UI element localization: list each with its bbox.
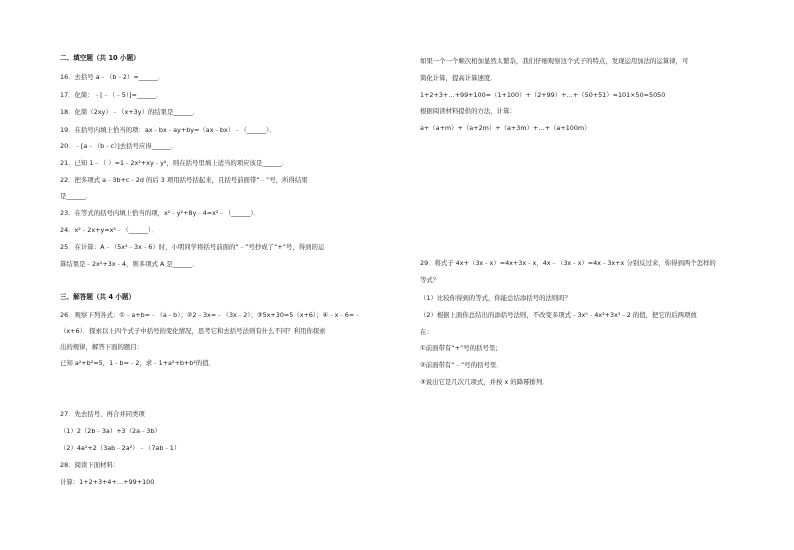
question-28-calc: 计算：1+2+3+4+…+99+100: [60, 478, 155, 486]
question-29-item-a: ①前面带有“+”号的括号里；: [420, 344, 502, 352]
question-29-part-2: （2）根据上面你总结出的添括号法则，不改变多项式﹣3x⁵﹣4x²+3x³﹣2 的值，把它的后两项放: [420, 311, 697, 319]
question-28: 28．阅读下面材料：: [60, 461, 120, 469]
question-29-item-c: ③说出它是几次几项式，并按 x 的降幂排列．: [420, 378, 549, 386]
question-26-line-3: 出的规律，解答下面的题目：: [60, 343, 144, 351]
question-29-part-1: （1）比较你得到的等式，你能总结添括号的法则吗？: [420, 294, 572, 302]
question-18: 18．化简（2xy）﹣（x+3y）的结果是______．: [60, 108, 199, 116]
reading-expression: a+（a+m）+（a+2m）+（a+3m）+…+（a+100m）: [420, 124, 591, 132]
question-21: 21．已知 1﹣（ ）=1﹣2x²+xy﹣y²，则在括号里填上适当的项应该是______．: [60, 159, 288, 167]
reading-text-line-1: 如果一个一个顺次相加显然太繁杂，我们仔细观察这个式子的特点，发现运用加法的运算律，可: [420, 57, 689, 65]
reading-instruction: 根据阅读材料提供的方法，计算：: [420, 107, 516, 115]
question-17: 17．化简：﹣[﹣（﹣5）]=______．: [60, 91, 163, 99]
question-29-item-b: ②前面带有“﹣”号的括号里．: [420, 361, 503, 369]
section-title-fill-in: 二、填空题（共 10 小题）: [60, 54, 140, 62]
question-25-line-2: 算结果是﹣2x²+3x﹣4，则多项式 A 是______．: [60, 260, 199, 268]
question-22-line-1: 22．把多项式 a﹣3b+c﹣2d 的后 3 项用括号括起来，且括号前面带“﹣”号，所得结果: [60, 176, 308, 184]
question-24: 24．x²﹣2x+y=x²﹣（______）．: [60, 226, 158, 234]
section-title-answer: 三、解答题（共 4 小题）: [60, 293, 136, 301]
question-29-line-1: 29．将式子 4x+（3x﹣x）=4x+3x﹣x，4x﹣（3x﹣x）=4x﹣3x+x 分别反过来，你得到两个怎样的: [420, 259, 716, 267]
question-23: 23．在等式的括号内填上恰当的项，x²﹣y²+8y﹣4=x²﹣（______）．: [60, 209, 260, 217]
question-27-part-2: （2）4a²+2（3ab﹣2a²）﹣（7ab﹣1）: [60, 444, 181, 452]
question-19: 19．在括号内填上恰当的项：ax﹣bx﹣ay+by=（ax﹣bx）﹣（______）．: [60, 126, 276, 134]
reading-text-line-2: 简化计算，提高计算速度．: [420, 74, 497, 82]
question-22-line-2: 是______．: [60, 192, 92, 200]
reading-example: 1+2+3+…+99+100=（1+100）+（2+99）+…+（50+51）=101×50=5050: [420, 91, 666, 99]
question-20: 20．﹣[a﹣（b﹣c）]去括号应得______．: [60, 142, 178, 150]
question-16: 16．去括号 a﹣（b﹣2）=______．: [60, 73, 165, 81]
question-26-line-1: 26．观察下列各式：①﹣a+b=﹣（a﹣b）；②2﹣3x=﹣（3x﹣2）；③5x+30=5（x+6）；④﹣x﹣6=﹣: [60, 311, 361, 319]
question-25-line-1: 25．在计算：A﹣（5x²﹣3x﹣6）时，小明同学将括号前面的“﹣”号抄成了“+”号，得到的运: [60, 243, 325, 251]
question-29-part-2-cont: 在：: [420, 328, 433, 336]
question-26-line-4: 已知 a²+b²=5，1﹣b=﹣2，求﹣1+a²+b+b²的值．: [60, 359, 216, 367]
question-27-part-1: （1）2（2b﹣3a）+3（2a﹣3b）: [60, 427, 161, 435]
question-26-line-2: （x+6）．探索以上四个式子中括号的变化情况，思考它和去括号法则有什么不同？利用你探索: [60, 327, 326, 335]
question-29-line-2: 等式？: [420, 276, 440, 284]
question-27: 27．先去括号，再合并同类项: [60, 410, 145, 418]
